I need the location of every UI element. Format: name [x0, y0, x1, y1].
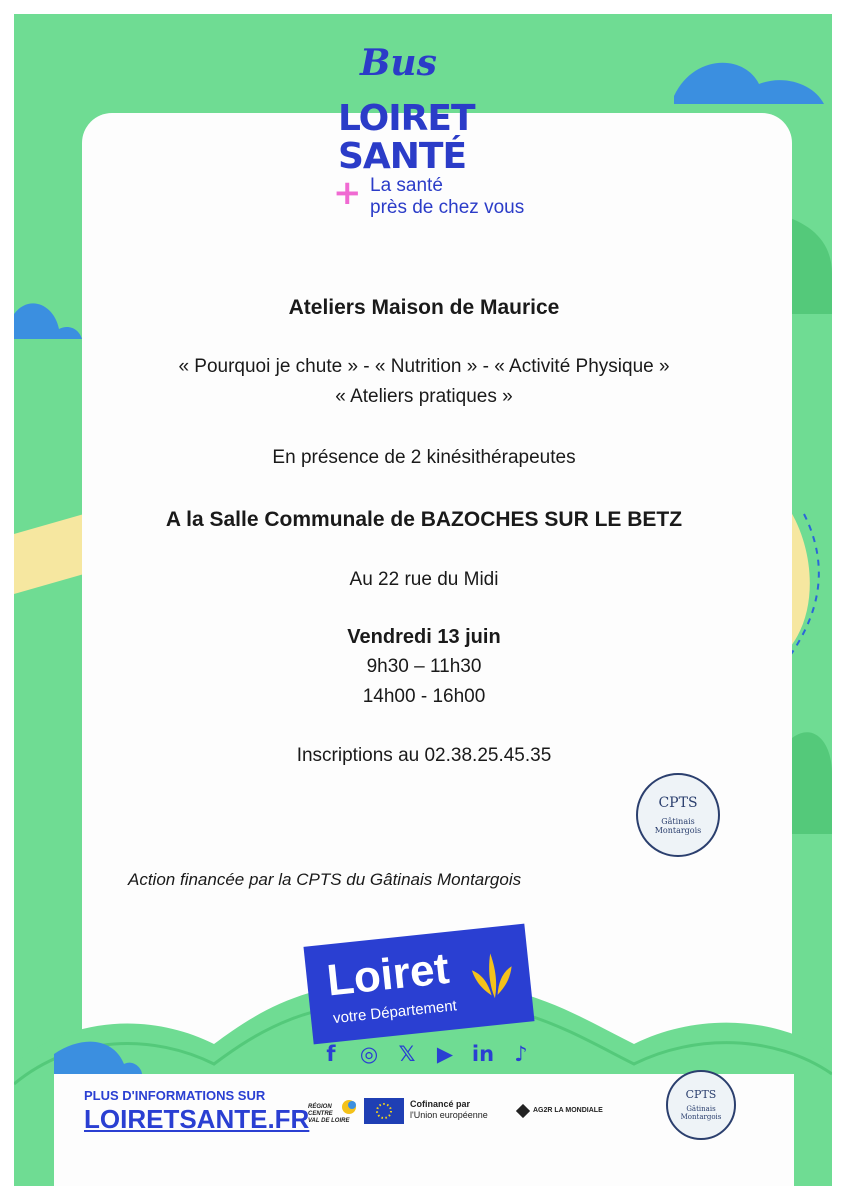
- presence-text: En présence de 2 kinésithérapeutes: [272, 447, 576, 468]
- tiktok-icon[interactable]: ♪: [514, 1042, 528, 1066]
- ag2r-icon: [516, 1104, 530, 1118]
- eu-flag-icon: [364, 1098, 404, 1124]
- venue-text: A la Salle Communale de BAZOCHES SUR LE BETZ: [165, 508, 683, 531]
- more-info-label: PLUS D'INFORMATIONS SUR: [84, 1088, 266, 1103]
- region-line2: CENTRE: [308, 1111, 333, 1117]
- cpts-logo: [636, 773, 720, 857]
- topics-line2: « Ateliers pratiques »: [335, 386, 513, 407]
- funding-text: Action financée par la CPTS du Gâtinais Montargois: [128, 870, 522, 889]
- topics-line1: « Pourquoi je chute » - « Nutrition » - « Activité Physique »: [178, 356, 670, 377]
- loiret-word: Loiret: [324, 943, 452, 1006]
- cpts-footer-logo: [666, 1070, 736, 1140]
- region-line3: VAL DE LOIRE: [308, 1118, 350, 1124]
- eu-line1: Cofinancé par: [410, 1099, 471, 1109]
- website-link[interactable]: LOIRETSANTE.FR: [84, 1104, 310, 1134]
- region-line1: RÉGION: [308, 1104, 332, 1110]
- tagline-line1: La santé: [370, 175, 443, 196]
- event-title: Ateliers Maison de Maurice: [288, 296, 560, 319]
- cpts-name: CPTS: [658, 795, 698, 811]
- social-links: [318, 1042, 534, 1066]
- linkedin-icon[interactable]: in: [471, 1042, 495, 1066]
- logo-brand: [338, 100, 475, 176]
- instagram-icon[interactable]: ◎: [359, 1042, 379, 1066]
- fleur-icon: [464, 941, 520, 1006]
- time-slot-2: 14h00 - 16h00: [362, 686, 486, 707]
- registration-phone: Inscriptions au 02.38.25.45.35: [296, 745, 552, 766]
- region-emblem-icon: [340, 1098, 358, 1116]
- ag2r-label: AG2R LA MONDIALE: [533, 1107, 603, 1114]
- cpts-region: Gâtinais Montargois: [654, 817, 702, 835]
- event-date: Vendredi 13 juin: [347, 626, 501, 648]
- cpts-footer-name: CPTS: [685, 1088, 717, 1101]
- address-text: Au 22 rue du Midi: [349, 569, 499, 590]
- logo-loiret-word: LOIRET: [338, 98, 475, 139]
- logo-tagline: [370, 175, 524, 219]
- logo-bus-word: Bus: [360, 42, 437, 84]
- plus-icon: +: [333, 173, 362, 213]
- facebook-icon[interactable]: f: [326, 1042, 336, 1066]
- logo-sante-word: SANTÉ: [338, 136, 467, 177]
- time-slot-1: 9h30 – 11h30: [366, 656, 482, 677]
- loiret-subtitle: votre Département: [332, 997, 458, 1028]
- youtube-icon[interactable]: ▶: [436, 1042, 454, 1066]
- tagline-line2: près de chez vous: [370, 197, 525, 218]
- eu-cofunding: [410, 1099, 488, 1121]
- x-icon[interactable]: 𝕏: [398, 1042, 416, 1066]
- eu-line2: l'Union européenne: [410, 1110, 488, 1120]
- cpts-footer-region: Gâtinais Montargois: [680, 1105, 722, 1121]
